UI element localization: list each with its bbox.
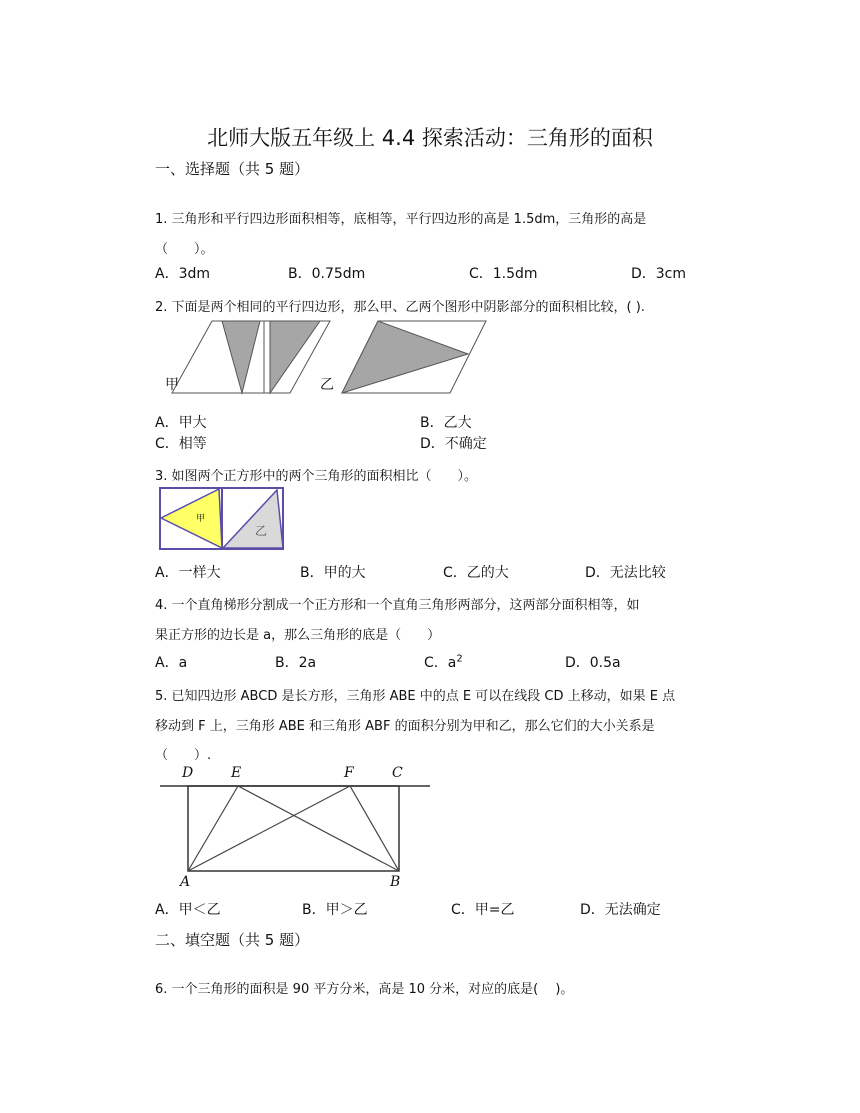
q3-option-d: D．无法比较 (585, 565, 666, 581)
q3-option-b: B．甲的大 (300, 565, 366, 581)
section-heading-fill: 二、填空题（共 5 题） (155, 931, 310, 949)
q5-option-a: A．甲＜乙 (155, 902, 221, 918)
q4-option-d: D．0.5a (565, 655, 621, 671)
question-5-text-2: 移动到 F 上，三角形 ABE 和三角形 ABF 的面积分别为甲和乙，那么它们的大小关系是 (155, 719, 655, 734)
shaded-triangle-jia-1 (222, 321, 260, 393)
q2-label-yi: 乙 (320, 377, 334, 393)
rectangle-abcd (188, 786, 399, 871)
q3-label-jia: 甲 (196, 514, 206, 524)
question-5-text: 5. 已知四边形 ABCD 是长方形，三角形 ABE 中的点 E 可以在线段 CD 上移动，如果 E 点 (155, 689, 676, 704)
question-4-text: 4. 一个直角梯形分割成一个正方形和一个直角三角形两部分，这两部分面积相等，如 (155, 598, 640, 613)
q5-rectangle-figure (160, 765, 432, 891)
question-3-text: 3. 如图两个正方形中的两个三角形的面积相比（ ）。 (155, 469, 478, 484)
q3-squares-figure (159, 487, 285, 551)
q2-option-d: D．不确定 (420, 436, 487, 452)
page-title: 北师大版五年级上 4.4 探索活动：三角形的面积 (207, 126, 653, 150)
q3-option-a: A．一样大 (155, 565, 221, 581)
q4-option-b: B．2a (275, 655, 317, 671)
q2-option-b: B．乙大 (420, 415, 472, 431)
question-6-text: 6. 一个三角形的面积是 90 平方分米，高是 10 分米，对应的底是( )。 (155, 982, 574, 997)
shaded-triangle-yi (342, 321, 468, 393)
question-1-text: 1. 三角形和平行四边形面积相等，底相等，平行四边形的高是 1.5dm，三角形的高是 (155, 212, 647, 227)
point-label-e: E (231, 765, 242, 781)
q5-option-b: B．甲＞乙 (302, 902, 368, 918)
q2-label-jia: 甲 (165, 377, 179, 393)
q4-option-c-exponent: 2 (456, 653, 463, 665)
q4-option-a: A．a (155, 655, 188, 671)
q2-option-a: A．甲大 (155, 415, 207, 431)
point-label-d: D (182, 765, 194, 781)
q1-option-c: C．1.5dm (469, 266, 538, 282)
triangle-jia (161, 489, 222, 548)
point-label-b: B (390, 874, 401, 890)
section-heading-choice: 一、选择题（共 5 题） (155, 160, 310, 178)
q1-option-b: B．0.75dm (288, 266, 366, 282)
point-label-f: F (344, 765, 354, 781)
question-1-blank: （ ）。 (155, 242, 214, 257)
question-5-blank: （ ）. (155, 748, 212, 763)
point-label-c: C (392, 765, 403, 781)
q2-option-c: C．相等 (155, 436, 207, 452)
triangle-yi (223, 490, 283, 548)
q3-label-yi: 乙 (255, 524, 268, 538)
q3-option-c: C．乙的大 (443, 565, 509, 581)
question-2-text: 2. 下面是两个相同的平行四边形，那么甲、乙两个图形中阴影部分的面积相比较，( ). (155, 300, 645, 315)
q1-option-d: D．3cm (631, 266, 687, 282)
q1-option-a: A．3dm (155, 266, 211, 282)
point-label-a: A (180, 874, 191, 890)
q5-option-c: C．甲=乙 (451, 902, 515, 918)
q5-option-d: D．无法确定 (580, 902, 661, 918)
q4-option-c: C．$a^2$ (424, 653, 463, 671)
shaded-triangle-jia-2 (270, 321, 320, 393)
question-4-text-2: 果正方形的边长是 a，那么三角形的底是（ ） (155, 628, 441, 643)
